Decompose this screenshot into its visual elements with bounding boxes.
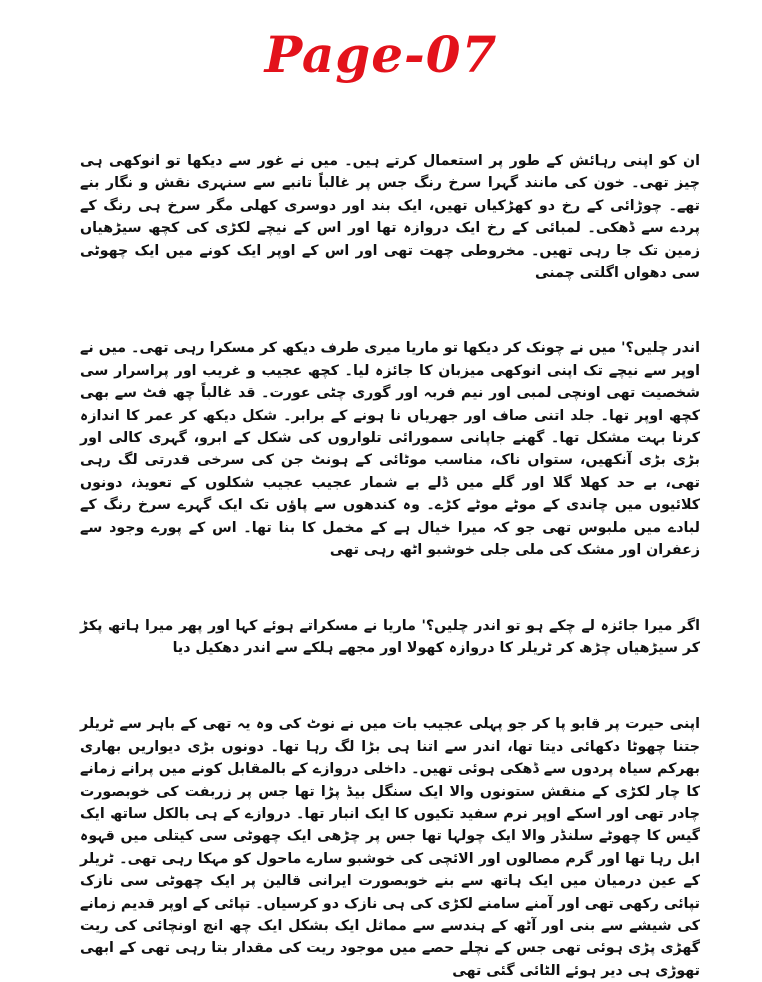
paragraph-4: اپنی حیرت پر قابو پا کر جو پہلی عجیب بات میں نے نوٹ کی وہ یہ تھی کے باہر سے ٹریلر جتنا چھوٹا دکھائی دیتا تھا، اندر سے اتنا ہی بڑا لگ رہا تھا۔ دونوں بڑی دیواریں بھاری بھرکم سیاہ پردوں سے ڈھکی ہوئی تھیں۔ داخلی دروازے کے بالمقابل کونے میں پرانے زمانے کا چار لکڑی کے منقش ستونوں والا ایک سنگل بیڈ پڑا تھا جس پر زربفت کی خوبصورت چادر تھی اور اسکے اوپر نرم سفید تکیوں کا ایک انبار تھا۔ دروازے کے ہی بالکل ساتھ ایک گیس کا چھوٹے سلنڈر والا ایک چولہا تھا جس پر چڑھی ایک چھوٹی سی کیتلی میں قہوہ ابل رہا تھا اور گرم مصالوں اور الائچی کی خوشبو سارے ماحول کو مہکا رہی تھی۔ ٹریلر کے عین درمیان میں ایک ہاتھ سے بنے خوبصورت ایرانی قالین پر ایک چھوٹی سی نازک تپائی رکھی تھی اور آمنے سامنے لکڑی کی ہی نازک دو کرسیاں۔ تپائی کے اوپر قدیم زمانے کی شیشے سے بنی اور آٹھ کے ہندسے سے مماثل ایک بشکل ایک چھ انچ اونچائی کی ریت گھڑی پڑی ہوئی تھی جس کے نچلے حصے میں موجود ریت کی مقدار بتا رہی تھی کے ابھی تھوڑی ہی دیر ہوئے الٹائی گئی تھی (80, 716, 700, 979)
page-header (0, 25, 762, 84)
paragraph-2: اندر چلیں؟' میں نے چونک کر دیکھا تو ماریا میری طرف دیکھ کر مسکرا رہی تھی۔ میں نے اوپر سے نیچے تک اپنی انوکھی میزبان کا جائزہ لیا۔ کچھ عجیب و غریب اور پراسرار سی شخصیت تھی اونچی لمبی اور نیم فربہ اور گوری چٹی عورت۔ قد غالباً چھ فٹ سے بھی کچھ اوپر تھا۔ جلد اتنی صاف اور جھریاں نا ہونے کے برابر۔ شکل دیکھ کر عمر کا اندازہ کرنا بہت مشکل تھا۔ گھنے جاپانی سمورائی تلواروں کی شکل کے ابرو، گہری کالی اور بڑی بڑی آنکھیں، ستواں ناک، مناسب موٹائی کے ہونٹ جن کی سرخی قدرتی لگ رہی تھی، بے حد کھلا گلا اور گلے میں ڈلے بے شمار عجیب عجیب شکلوں کے تعویذ، دونوں کلائیوں میں چاندی کے موٹے موٹے کڑے۔ وہ کندھوں سے پاؤں تک ایک گہرے سرخ رنگ کے لبادے میں ملبوس تھی جو کہ میرا خیال ہے کے مخمل کا بنا تھا۔ اس کے پورے وجود سے زعفران اور مشک کی ملی جلی خوشبو اٹھ رہی تھی (80, 340, 700, 559)
paragraph-1: ان کو اپنی رہائش کے طور پر استعمال کرتے ہیں۔ میں نے غور سے دیکھا تو انوکھی ہی چیز تھی۔ خون کی مانند گہرا سرخ رنگ جس پر غالباً تانبے سے سنہری نقش و نگار بنے تھے۔ چوڑائی کے رخ دو کھڑکیاں تھیں، ایک بند اور دوسری کھلی مگر سرخ ہی رنگ کے پردے سے ڈھکی۔ لمبائی کے رخ ایک دروازہ تھا اور اس کے نیچے لکڑی کی کچھ سیڑھیاں زمین تک جا رہی تھیں۔ مخروطی چھت تھی اور اس کے اوپر ایک کونے میں ایک چھوٹی سی دھواں اگلتی چمنی (80, 153, 700, 282)
paragraph-3: اگر میرا جائزہ لے چکے ہو تو اندر چلیں؟' ماریا نے مسکراتے ہوئے کہا اور پھر میرا ہاتھ پکڑ کر سیڑھیاں چڑھ کر ٹریلر کا دروازہ کھولا اور مجھے ہلکے سے اندر دھکیل دیا (80, 617, 700, 656)
document-body (80, 150, 700, 982)
page-title: Page-07 (264, 25, 498, 84)
